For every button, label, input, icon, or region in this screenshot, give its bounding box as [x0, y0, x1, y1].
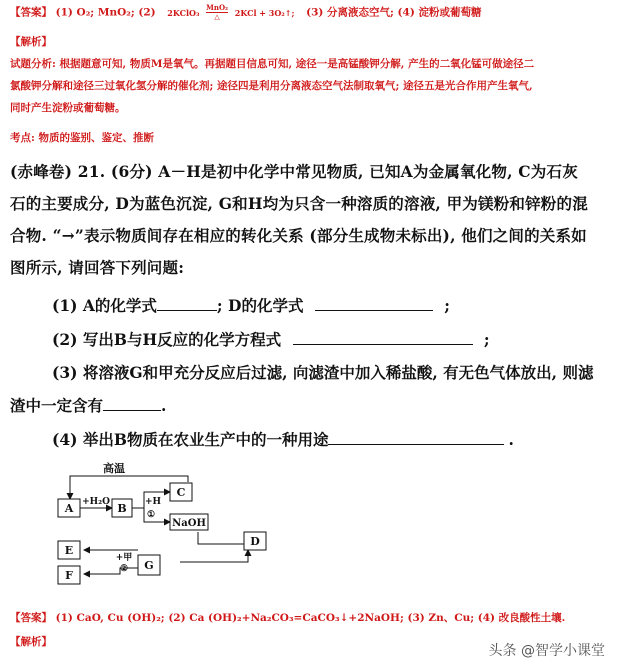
sub-question-3-b: . — [161, 396, 167, 415]
label-naoh: NaOH — [172, 518, 206, 529]
equation-reactant: 2KClO₃ — [167, 7, 200, 18]
label-d: D — [250, 535, 260, 548]
line-naoh-to-d — [198, 532, 248, 544]
analysis-line-2: 氯酸钾分解和途径三过氧化氢分解的催化剂; 途径四是利用分离液态空气法制取氧气; 途径五是光合作用产生氧气, — [10, 80, 533, 92]
answer-line-top — [10, 4, 481, 21]
label-plus-h: +H — [144, 497, 162, 507]
question-line-2: 石的主要成分, D为蓝色沉淀, G和H均为只含一种溶质的溶液, 甲为镁粉和锌粉的混 — [10, 194, 588, 213]
blank-a-formula[interactable] — [157, 296, 217, 311]
sub-question-2-b: ; — [483, 330, 490, 349]
label-plus-jia: +甲 — [115, 553, 133, 563]
equation-catalyst: MnO₂ — [206, 3, 229, 12]
analysis-line-3: 同时产生淀粉或葡萄糖。 — [10, 102, 126, 114]
sub-question-3-line-2 — [10, 394, 166, 416]
sub-question-2 — [52, 328, 490, 350]
answer-line-bottom — [10, 610, 565, 625]
exam-point: 考点: 物质的鉴别、鉴定、推断 — [10, 132, 155, 144]
question-line-3: 合物. “→”表示物质间存在相应的转化关系 (部分生成物未标出), 他们之间的关系如 — [10, 226, 587, 245]
sub-question-1 — [52, 294, 450, 316]
label-g: G — [144, 559, 154, 572]
label-a: A — [64, 502, 74, 515]
equation-products: 2KCl + 3O₂↑; — [234, 7, 295, 18]
analysis-heading-top: 【解析】 — [10, 36, 52, 48]
sub-question-1-a: (1) A的化学式 — [52, 296, 157, 315]
sub-question-2-a: (2) 写出B与H反应的化学方程式 — [52, 330, 282, 349]
label-f: F — [65, 569, 73, 582]
analysis-heading-bottom: 【解析】 — [10, 636, 52, 648]
sub-question-4 — [52, 428, 514, 450]
answer-tag-bottom: 【答案】 — [10, 612, 52, 624]
sub-question-4-a: (4) 举出B物质在农业生产中的一种用途 — [52, 430, 329, 449]
label-step-1: ① — [146, 510, 156, 520]
equation-heat-symbol: △ — [214, 12, 220, 21]
watermark: 头条 @智学小课堂 — [488, 643, 605, 659]
label-step-2: ② — [119, 564, 129, 574]
blank-b-h-equation[interactable] — [293, 330, 473, 345]
label-b: B — [117, 502, 127, 515]
question-line-4: 图所示, 请回答下列问题: — [10, 258, 185, 277]
arrow-g-to-f — [84, 568, 138, 574]
sub-question-3-line-1: (3) 将溶液G和甲充分反应后过滤, 向滤渣中加入稀盐酸, 有无色气体放出, 则滤 — [52, 363, 594, 382]
label-high-temp: 高温 — [103, 462, 125, 475]
sub-question-1-b: ; D的化学式 — [216, 296, 304, 315]
sub-question-1-c: ; — [444, 296, 450, 315]
blank-agri-use[interactable] — [328, 430, 504, 445]
label-plus-h2o: +H₂O — [82, 497, 110, 507]
arrow-g-to-d — [180, 550, 248, 562]
answer-tag: 【答案】 — [10, 6, 52, 19]
sub-question-4-b: . — [508, 430, 514, 449]
sub-question-3-a: 渣中一定含有 — [10, 396, 104, 415]
answer-part-3: (3) 分离液态空气; (4) 淀粉或葡萄糖 — [306, 6, 482, 19]
answer-part-1: (1) O₂; MnO₂; (2) — [55, 6, 156, 19]
blank-d-formula[interactable] — [315, 296, 433, 311]
label-c: C — [176, 486, 186, 499]
analysis-line-1: 试题分析: 根据题意可知, 物质M是氧气。再据题目信息可知, 途径一是高锰酸钾分解, 产生的二氧化锰可做途径二 — [10, 58, 535, 70]
equation-condition — [206, 4, 228, 21]
label-e: E — [64, 544, 74, 557]
blank-residue[interactable] — [103, 396, 161, 411]
relation-diagram — [40, 462, 300, 597]
question-line-1: (赤峰卷) 21. (6分) A－H是初中化学中常见物质, 已知A为金属氧化物, C为石灰 — [10, 162, 578, 181]
answer-text-bottom: (1) CaO, Cu (OH)₂; (2) Ca (OH)₂+Na₂CO₃=CaCO₃↓+2NaOH; (3) Zn、Cu; (4) 改良酸性土壤. — [55, 612, 566, 624]
